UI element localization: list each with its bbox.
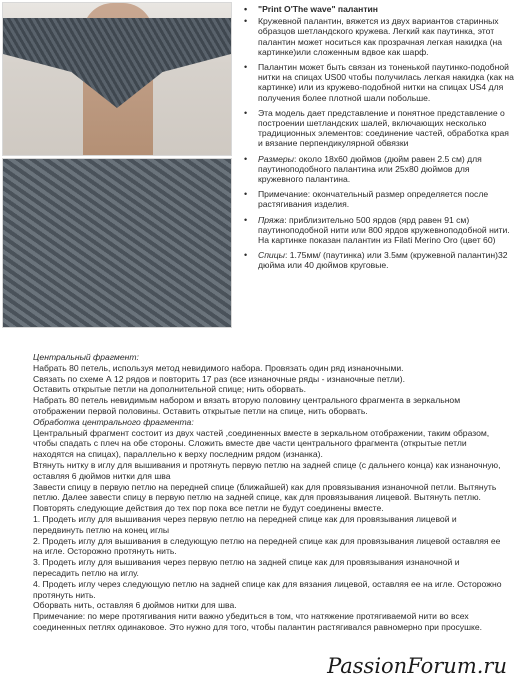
pattern-title: • "Print O'The wave" палантин	[244, 4, 514, 14]
pattern-info-list	[244, 4, 514, 276]
instructions-text	[33, 352, 503, 633]
needles-label: Спицы	[258, 250, 285, 261]
shawl-photo-closeup	[2, 158, 232, 328]
instruction-paragraph: Примечание: по мере протягивания нити важно убедиться в том, что натяжение протягиваемой нити во всех соединенных петлях одинаковое. Это нужно для того, чтобы палантин растягивался равномерно при просушке.	[33, 611, 483, 632]
bullet-description: • Кружевной палантин, вяжется из двух вариантов старинных образцов шетландского кружева. Легкий как паутинка, этот палантин может носиться как прозрачная легкая накидка (на картинке)или сложенным вдвое как шарф.	[244, 16, 514, 57]
section-heading: Обработка центрального фрагмента:	[33, 416, 194, 427]
instruction-paragraph: Набрать 80 петель, используя метод невидимого набора. Провязать один ряд изнаночными.	[33, 362, 404, 373]
sizes-text: : около 18х60 дюймов (дюйм равен 2.5 см) для паутиноподобного палантина или 25х80 дюймов для кружевного палантина.	[258, 153, 482, 185]
bullet-sizes	[244, 154, 514, 185]
shawl-lace	[3, 18, 231, 108]
instruction-paragraph: Втянуть нитку в иглу для вышивания и протянуть первую петлю на задней спице (с дальнего конца) как изнаночную, оставляя 6 дюймов нитки для шва	[33, 459, 501, 481]
site-watermark: PassionForum.ru	[327, 654, 507, 678]
shawl-photo-worn	[2, 2, 232, 156]
bullet-note: • Примечание: окончательный размер определяется после растягивания изделия.	[244, 189, 514, 209]
instruction-paragraph: Завести спицу в первую петлю на передней спице (ближайшей) как для провязывания изнаночной петли. Вытянуть петлю. Далее завести спицу в первую петлю на задней спице, как для провязывания лицевой. Вытянуть петлю.	[33, 481, 497, 503]
bullet-construction: • Эта модель дает представление и понятное представление о построении шетландских шалей, включающих несколько традиционных элементов: соединение частей, обработка края и вязание перпендикулярной обвязки	[244, 108, 514, 149]
instruction-paragraph: 4. Продеть иглу через следующую петлю на задней спице как для вязания лицевой, оставляя ее на игле. Осторожно протянуть нить.	[33, 578, 502, 600]
instruction-paragraph: Связать по схеме А 12 рядов и повторить 17 раз (все изнаночные ряды - изнаночные петли).	[33, 373, 405, 384]
yarn-label: Пряжа	[258, 214, 285, 225]
yarn-text: : приблизительно 500 ярдов (ярд равен 91 см) паутиноподобной нити или 800 ярдов кружевноподобной нити. На картинке показан палантин из Filati Merino Oro (цвет 60)	[258, 214, 510, 246]
instruction-paragraph: 3. Продеть иглу для вышивания через первую петлю на задней спице как для провязывания изнаночной и пересадить петлю на иглу.	[33, 557, 460, 578]
needles-text: : 1.75мм/ (паутинка) или 3.5мм (кружевной палантин)32 дюйма или 40 дюймов круговые.	[258, 250, 508, 271]
instruction-paragraph: 2. Продеть иглу для вышивания в следующую петлю на передней спице как для провязывания лицевой оставляя ее на игле. Осторожно протянуть нить.	[33, 535, 501, 557]
instruction-paragraph: Повторять следующие действия до тех пор пока все петли не будут соединены вместе.	[33, 503, 384, 514]
section-heading: Центральный фрагмент:	[33, 352, 139, 362]
bullet-yarn	[244, 215, 514, 246]
bullet-needles	[244, 250, 514, 270]
instruction-paragraph: 1. Продеть иглу для вышивания через первую петлю на передней спице как для провязывания лицевой и передвинуть петлю на конец иглы	[33, 513, 457, 535]
instruction-paragraph: Набрать 80 петель невидимым набором и вязать вторую половину центрального фрагмента в зеркальном отображении первой половины. Оставить открытые петли на спице, нить оборвать.	[33, 395, 461, 416]
sizes-label: Размеры	[258, 153, 294, 164]
instruction-paragraph: Оставить открытые петли на дополнительной спице; нить оборвать.	[33, 384, 307, 395]
bullet-yarn-options: • Палантин может быть связан из тоненькой паутинко-подобной нитки на спицах US00 чтобы получилась легкая накидка (как на картинке) или из кружево-подобной нитки на спицах US4 для получения более плотной шали побольше.	[244, 62, 514, 103]
instruction-paragraph: Центральный фрагмент состоит из двух частей ,соединенных вместе в зеркальном отображении, таким образом, чтобы спадать с плеч на обе стороны. Сложить вместе две части центрального фрагмента (открытые петли находятся на спицах), параллельно к верху последним рядом (изнанка).	[33, 427, 490, 460]
instruction-paragraph: Оборвать нить, оставляя 6 дюймов нитки для шва.	[33, 600, 237, 611]
